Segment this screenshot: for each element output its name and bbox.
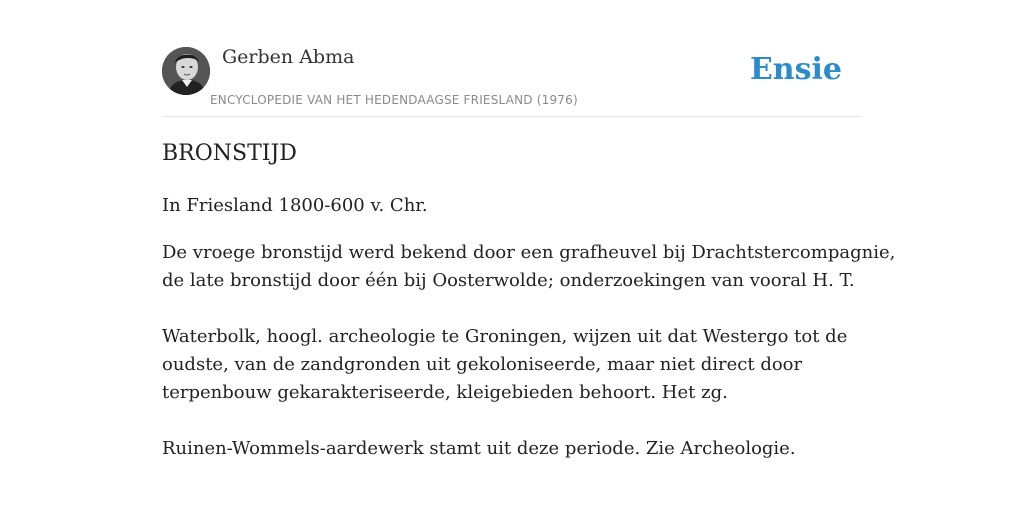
article-paragraph <box>162 323 847 407</box>
paragraph-line: Waterbolk, hoogl. archeologie te Groningen, wijzen uit dat Westergo tot de <box>162 326 848 347</box>
author-name[interactable]: Gerben Abma <box>222 46 355 68</box>
paragraph-line: de late bronstijd door één bij Oosterwolde; onderzoekingen van vooral H. T. <box>162 270 855 291</box>
article-paragraph <box>162 435 796 463</box>
article-paragraph <box>162 239 895 295</box>
page-container <box>162 0 896 459</box>
article-paragraph <box>162 192 428 220</box>
paragraph-line: oudste, van de zandgronden uit gekoloniseerde, maar niet direct door <box>162 354 803 375</box>
paragraph-line: Ruinen-Wommels-aardewerk stamt uit deze periode. Zie Archeologie. <box>162 438 796 459</box>
article-title: BRONSTIJD <box>162 141 297 166</box>
page-header <box>162 0 862 117</box>
source-label: ENCYCLOPEDIE VAN HET HEDENDAAGSE FRIESLAND (1976) <box>210 93 578 107</box>
brand-logo-link[interactable]: Ensie <box>749 52 842 87</box>
author-avatar[interactable] <box>162 47 210 95</box>
paragraph-line: De vroege bronstijd werd bekend door een grafheuvel bij Drachtstercompagnie, <box>162 242 896 263</box>
paragraph-line: terpenbouw gekarakteriseerde, kleigebieden behoort. Het zg. <box>162 382 728 403</box>
author-portrait-icon <box>162 47 210 95</box>
paragraph-line: In Friesland 1800-600 v. Chr. <box>162 195 428 216</box>
